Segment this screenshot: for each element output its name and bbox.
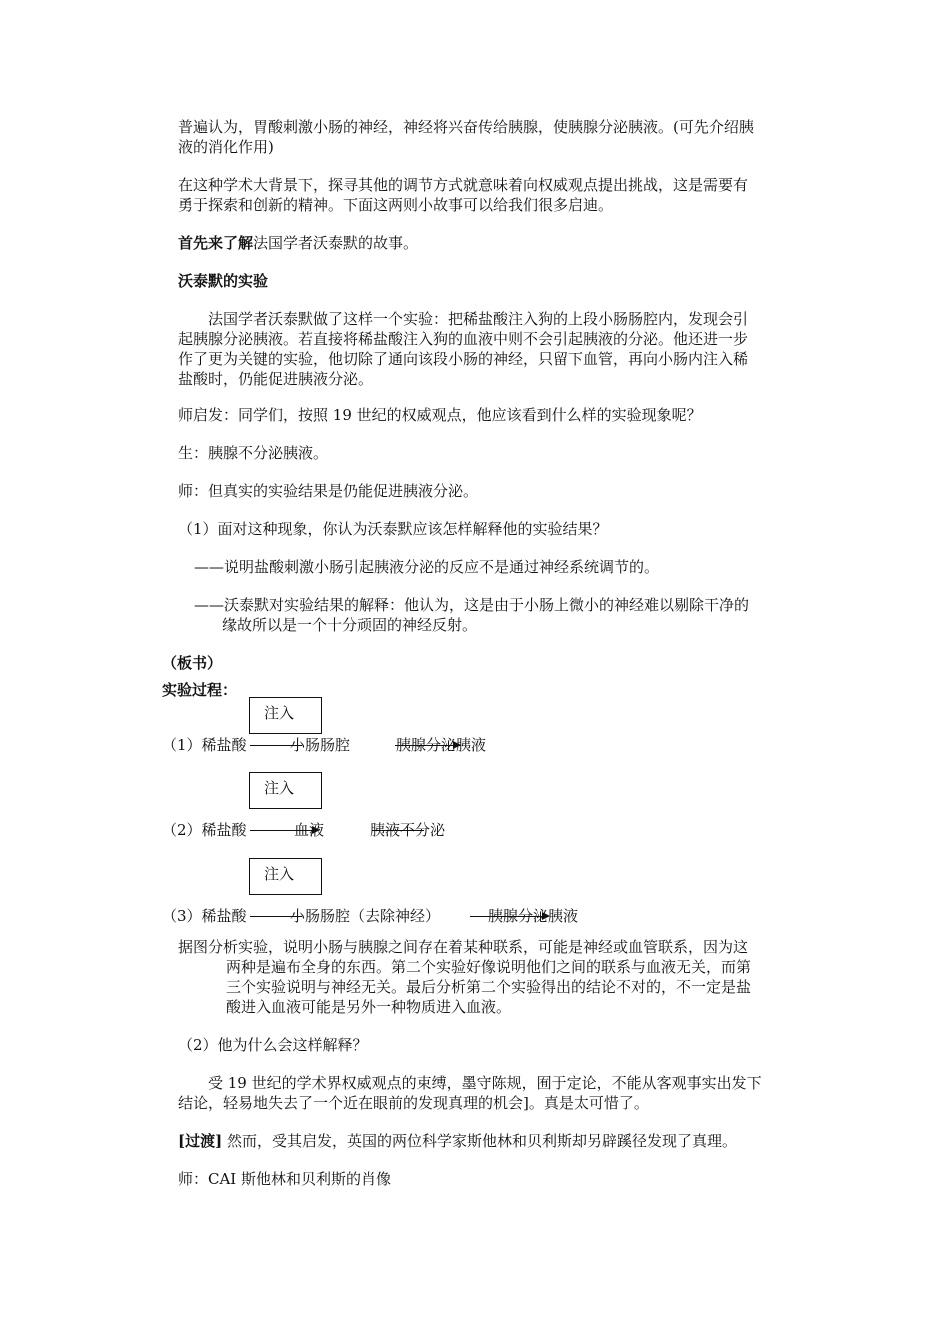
- paragraph-line: 勇于探索和创新的精神。下面这两则小故事可以给我们很多启迪。: [178, 196, 614, 214]
- arrow-head-icon: [312, 826, 320, 834]
- experiment-label: （1）稀盐酸: [162, 736, 247, 754]
- paragraph-line: 普遍认为，胃酸刺激小肠的神经，神经将兴奋传给胰腺，使胰腺分泌胰液。(可先介绍胰: [178, 118, 754, 136]
- experiment-result: 胰液不分泌: [370, 821, 446, 839]
- paragraph-line: 结论，轻易地失去了一个近在眼前的发现真理的机会]。真是太可惜了。: [178, 1094, 649, 1112]
- arrow-head-icon: [453, 741, 461, 749]
- answer-1: ——说明盐酸刺激小肠引起胰液分泌的反应不是通过神经系统调节的。: [194, 558, 660, 576]
- paragraph-line: 盐酸时，仍能促进胰液分泌。: [178, 370, 374, 388]
- process-label: 实验过程：: [162, 681, 238, 699]
- intro-line: [178, 233, 418, 253]
- intro-bold: 首先来了解: [178, 234, 254, 252]
- analysis-line: 酸进入血液可能是另外一种物质进入血液。: [226, 998, 512, 1016]
- transition-text: 然而，受其启发，英国的两位科学家斯他林和贝利斯却另辟蹊径发现了真理。: [222, 1132, 737, 1150]
- student-answer: 生：胰腺不分泌胰液。: [178, 444, 329, 462]
- experiment-result: 胰腺分泌胰液: [488, 907, 579, 925]
- board-label: （板书）: [162, 654, 223, 672]
- intro-text: 法国学者沃泰默的故事。: [253, 234, 419, 252]
- transition-bold: [过渡]: [178, 1132, 223, 1150]
- paragraph-line: 受 19 世纪的学术界权威观点的束缚，墨守陈规，囿于定论，不能从客观事实出发下: [208, 1074, 762, 1092]
- arrow-line: [395, 745, 453, 746]
- inject-box: 注入: [249, 858, 322, 895]
- paragraph-line: 法国学者沃泰默做了这样一个实验：把稀盐酸注入狗的上段小肠肠腔内，发现会引: [208, 310, 749, 328]
- arrow-line: [250, 916, 302, 917]
- analysis-line: 三个实验说明与神经无关。最后分析第二个实验得出的结论不对的，不一定是盐: [226, 978, 752, 996]
- question-2: （2）他为什么会这样解释？: [178, 1036, 368, 1054]
- arrow-line: [372, 830, 424, 831]
- question-1: （1）面对这种现象，你认为沃泰默应该怎样解释他的实验结果？: [178, 520, 608, 538]
- inject-box: 注入: [249, 697, 322, 734]
- inject-box: 注入: [249, 772, 322, 809]
- experiment-label: （2）稀盐酸: [162, 821, 247, 839]
- arrow-head-icon: [542, 912, 550, 920]
- paragraph-line: 起胰腺分泌胰液。若直接将稀盐酸注入狗的血液中则不会引起胰液的分泌。他还进一步: [178, 330, 749, 348]
- arrow-line: [250, 830, 312, 831]
- experiment-mid: 血液: [294, 821, 325, 839]
- paragraph-line: 在这种学术大背景下，探寻其他的调节方式就意味着向权威观点提出挑战，这是需要有: [178, 176, 749, 194]
- answer-2: ——沃泰默对实验结果的解释：他认为，这是由于小肠上微小的神经难以剔除干净的: [194, 596, 750, 614]
- arrow-line: [470, 916, 542, 917]
- section-heading: 沃泰默的实验: [178, 272, 269, 290]
- analysis-line: 据图分析实验，说明小肠与胰腺之间存在着某种联系，可能是神经或血管联系，因为这: [178, 938, 749, 956]
- transition-line: [178, 1131, 737, 1151]
- arrow-line: [250, 745, 302, 746]
- analysis-line: 两种是遍布全身的东西。第二个实验好像说明他们之间的联系与血液无关，而第: [226, 958, 752, 976]
- teacher-statement: 师：但真实的实验结果是仍能促进胰液分泌。: [178, 482, 479, 500]
- experiment-label: （3）稀盐酸: [162, 907, 247, 925]
- experiment-mid: 小肠肠腔（去除神经）: [290, 907, 441, 925]
- experiment-result: 胰腺分泌胰液: [396, 736, 487, 754]
- paragraph-line: 液的消化作用): [178, 138, 274, 156]
- teacher-cai: 师：CAI 斯他林和贝利斯的肖像: [178, 1170, 392, 1188]
- paragraph-line: 作了更为关键的实验，他切除了通向该段小肠的神经，只留下血管，再向小肠内注入稀: [178, 350, 749, 368]
- teacher-prompt: 师启发：同学们，按照 19 世纪的权威观点，他应该看到什么样的实验现象呢？: [178, 406, 702, 424]
- answer-2-cont: 缘故所以是一个十分顽固的神经反射。: [222, 616, 478, 634]
- experiment-mid: 小肠肠腔: [290, 736, 351, 754]
